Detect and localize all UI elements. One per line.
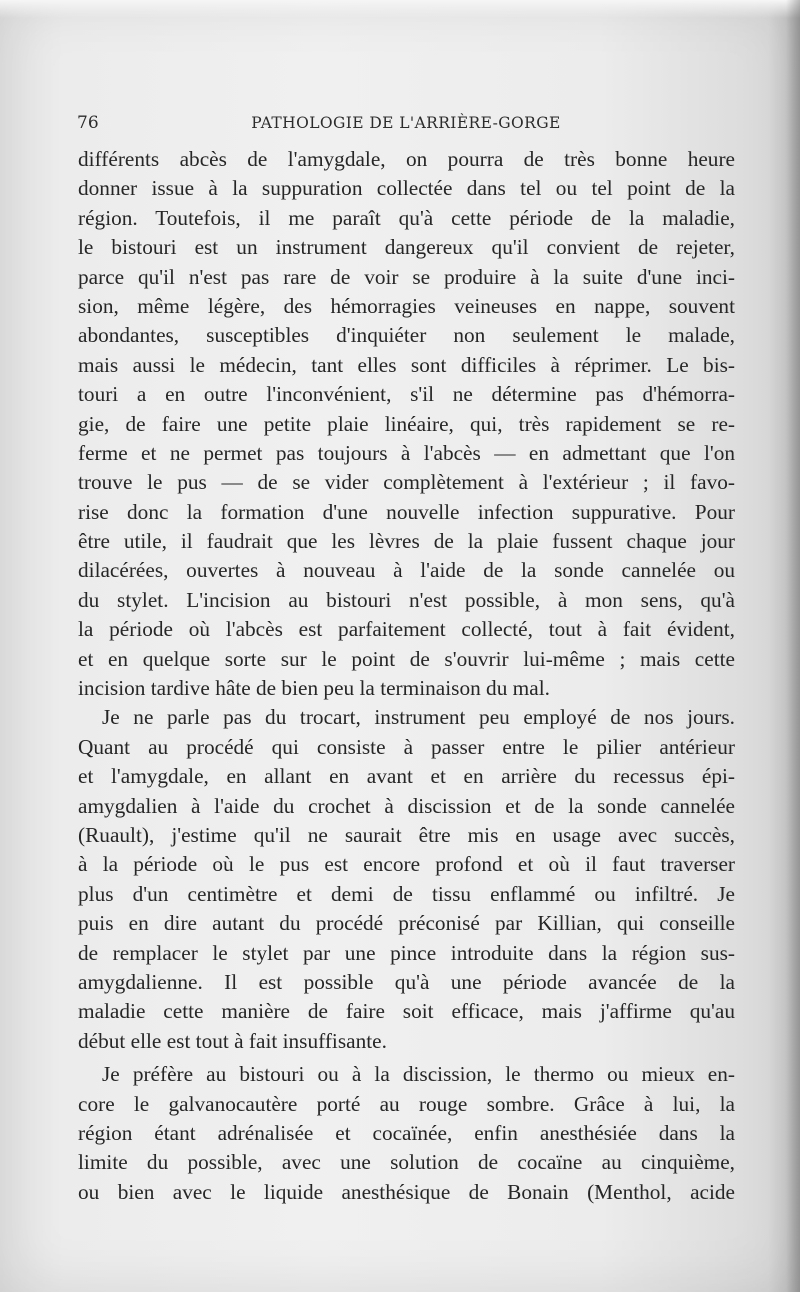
text-line: trouve le pus — de se vider complètement à l'extérieur ; il favo-: [78, 470, 735, 495]
text-line: rise donc la formation d'une nouvelle infection suppurative. Pour: [78, 499, 735, 524]
text-line: région étant adrénalisée et cocaïnée, enfin anesthésiée dans la: [78, 1120, 735, 1145]
text-line: touri a en outre l'inconvénient, s'il ne détermine pas d'hémorra-: [78, 382, 735, 407]
text-line: incision tardive hâte de bien peu la terminaison du mal.: [78, 676, 550, 701]
text-line: du stylet. L'incision au bistouri n'est possible, à mon sens, qu'à: [78, 587, 735, 612]
text-line: limite du possible, avec une solution de cocaïne au cinquième,: [78, 1150, 735, 1175]
paragraph-3: [78, 1060, 735, 1207]
text-line: donner issue à la suppuration collectée dans tel ou tel point de la: [78, 176, 735, 201]
text-line: core le galvanocautère porté au rouge sombre. Grâce à lui, la: [78, 1091, 735, 1116]
text-line: ferme et ne permet pas toujours à l'abcès — en admettant que l'on: [78, 440, 735, 465]
text-line: région. Toutefois, il me paraît qu'à cette période de la maladie,: [78, 205, 735, 230]
text-line: le bistouri est un instrument dangereux qu'il convient de rejeter,: [78, 235, 735, 260]
text-line: parce qu'il n'est pas rare de voir se produire à la suite d'une inci-: [78, 264, 735, 289]
text-line: début elle est tout à fait insuffisante.: [78, 1028, 387, 1053]
text-line: et l'amygdale, en allant en avant et en arrière du recessus épi-: [78, 764, 735, 789]
text-line: gie, de faire une petite plaie linéaire, qui, très rapidement se re-: [78, 411, 735, 436]
text-line: abondantes, susceptibles d'inquiéter non seulement le malade,: [78, 323, 735, 348]
paragraph-2: [78, 703, 735, 1056]
text-line: dilacérées, ouvertes à nouveau à l'aide de la sonde cannelée ou: [78, 558, 735, 583]
text-line: ou bien avec le liquide anesthésique de Bonain (Menthol, acide: [78, 1179, 735, 1204]
body-text: [78, 145, 735, 1207]
text-line: la période où l'abcès est parfaitement collecté, tout à fait évident,: [78, 617, 735, 642]
text-line: maladie cette manière de faire soit efficace, mais j'affirme qu'au: [78, 999, 735, 1024]
text-line: (Ruault), j'estime qu'il ne saurait être mis en usage avec succès,: [78, 822, 735, 847]
paragraph-1: [78, 145, 735, 703]
text-line: Je ne parle pas du trocart, instrument peu employé de nos jours.: [102, 705, 735, 730]
text-line: amygdalien à l'aide du crochet à discission et de la sonde cannelée: [78, 793, 735, 818]
text-line: différents abcès de l'amygdale, on pourra de très bonne heure: [78, 147, 735, 171]
page-number: 76: [77, 113, 99, 133]
text-line: Quant au procédé qui consiste à passer entre le pilier antérieur: [78, 734, 735, 759]
text-line: mais aussi le médecin, tant elles sont difficiles à réprimer. Le bis-: [78, 352, 735, 377]
text-line: à la période où le pus est encore profond et où il faut traverser: [78, 852, 735, 877]
text-line: plus d'un centimètre et demi de tissu enflammé ou infiltré. Je: [78, 881, 735, 906]
text-line: puis en dire autant du procédé préconisé par Killian, qui conseille: [78, 911, 735, 936]
text-line: et en quelque sorte sur le point de s'ouvrir lui-même ; mais cette: [78, 646, 735, 671]
text-line: sion, même légère, des hémorragies veineuses en nappe, souvent: [78, 293, 735, 318]
running-head: PATHOLOGIE DE L'ARRIÈRE-GORGE: [251, 114, 561, 132]
text-line: amygdalienne. Il est possible qu'à une période avancée de la: [78, 969, 735, 994]
text-line: être utile, il faudrait que les lèvres de la plaie fussent chaque jour: [78, 529, 735, 554]
text-line: de remplacer le stylet par une pince introduite dans la région sus-: [78, 940, 735, 965]
text-line: Je préfère au bistouri ou à la discission, le thermo ou mieux en-: [102, 1062, 735, 1087]
page-header: [77, 113, 735, 137]
